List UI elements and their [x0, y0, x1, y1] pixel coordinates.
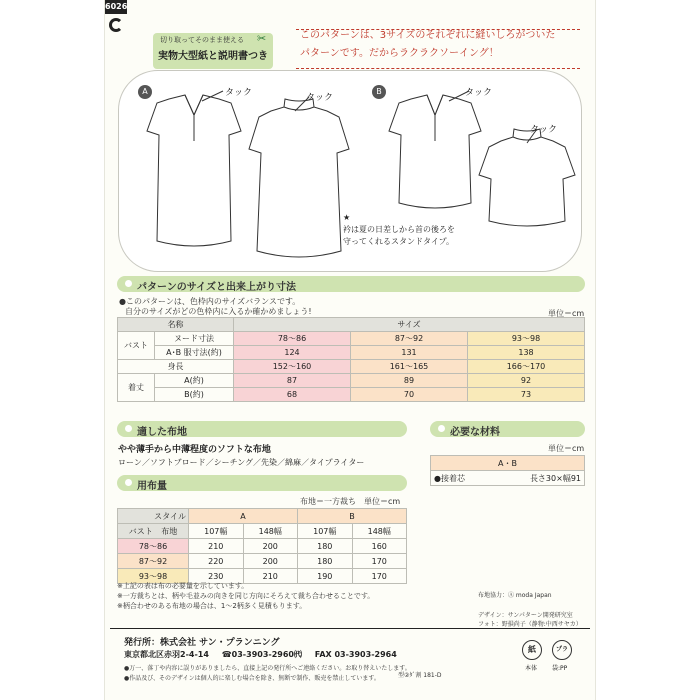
badge-title: 実物大型紙と説明書つき	[158, 51, 268, 62]
height-1: 152～160	[234, 360, 351, 374]
materials-table	[430, 455, 585, 486]
plastic-recycle-icon: プラ	[552, 640, 572, 660]
width-a-148: 148幅	[243, 524, 298, 539]
materials-header: A・B	[431, 456, 585, 471]
headline-line-1: このパターンは、3サイズのそれぞれに縫いしろがついた	[300, 30, 556, 41]
height-label: 身長	[118, 360, 234, 374]
header-name: 名称	[118, 318, 234, 332]
plastic-recycle-caption: 袋:PP	[552, 665, 568, 672]
yardage-bust-label: バスト	[128, 526, 153, 536]
tuck-callout-b-back: タック	[530, 125, 558, 135]
yardage-note-3: ※柄合わせのある布地の場合は、1～2柄多く見積もります。	[117, 602, 307, 610]
nude-size-3: 93～98	[468, 332, 585, 346]
size-note-1: ●このパターンは、色枠内のサイズバランスです。	[119, 297, 301, 306]
publisher-address	[124, 649, 397, 660]
yardage-row-1-a107: 210	[189, 539, 244, 554]
header-size: サイズ	[234, 318, 585, 332]
design-credit: デザイン：サンパターン開発研究室	[478, 612, 573, 619]
width-b-148: 148幅	[352, 524, 407, 539]
materials-section-bullet	[438, 425, 445, 432]
yardage-row-2-b148: 170	[352, 554, 407, 569]
finished-label: A･B 服寸法(約)	[155, 346, 234, 360]
length-a-2: 89	[351, 374, 468, 388]
product-code: 型②ﾀﾞ割 181-D	[398, 672, 442, 679]
yardage-row-3-a107: 230	[189, 569, 244, 584]
length-label: 着丈	[118, 374, 155, 402]
nude-label: ヌード寸法	[155, 332, 234, 346]
height-2: 161～165	[351, 360, 468, 374]
length-a-label: A(約)	[155, 374, 234, 388]
yardage-style-a: A	[189, 509, 298, 524]
yardage-fabric-label: 布地	[161, 526, 178, 536]
fax: FAX 03-3903-2964	[314, 650, 397, 659]
disclaimer-1: ●万一、落丁や内容に誤りがありましたら、直接上記の発行所へご連絡ください。お取り替えいたします。	[124, 665, 411, 672]
yardage-row-3-b148: 170	[352, 569, 407, 584]
length-b-3: 73	[468, 388, 585, 402]
length-a-3: 92	[468, 374, 585, 388]
yardage-style-b: B	[298, 509, 407, 524]
nude-size-1: 78～86	[234, 332, 351, 346]
scissors-icon: ✂	[257, 32, 267, 45]
size-section-title: パターンのサイズと出来上がり寸法	[137, 282, 296, 293]
length-b-label: B(約)	[155, 388, 234, 402]
fabric-section-title: 適した布地	[137, 427, 187, 438]
size-unit: 単位＝cm	[548, 309, 585, 318]
materials-unit: 単位＝cm	[548, 444, 585, 453]
headline-line-2: パターンです。だからラクラクソーイング！	[300, 48, 499, 59]
collar-note	[343, 212, 455, 248]
yardage-row-3-b107: 190	[298, 569, 353, 584]
yardage-row-1-b107: 180	[298, 539, 353, 554]
collar-note-line-1: ★ 衿は夏の日差しから首の後ろを	[343, 213, 455, 234]
materials-item-value: 長さ30×幅91	[491, 471, 584, 486]
tuck-callout-b-front: タック	[465, 88, 493, 98]
badge-subtitle: 切り取ってそのまま使える	[160, 36, 244, 44]
yardage-row-1-a148: 200	[243, 539, 298, 554]
tuck-callout-a-front: タック	[225, 88, 253, 98]
yardage-section-title: 用布量	[137, 481, 167, 492]
size-table	[117, 317, 585, 402]
bust-label: バスト	[118, 332, 155, 360]
length-b-2: 70	[351, 388, 468, 402]
length-b-1: 68	[234, 388, 351, 402]
size-note-2: 自分のサイズがどの色枠内に入るか確かめましょう!	[125, 307, 312, 316]
publisher-logo-icon	[109, 18, 123, 32]
length-a-1: 87	[234, 374, 351, 388]
finished-size-1: 124	[234, 346, 351, 360]
yardage-row-1-b148: 160	[352, 539, 407, 554]
yardage-note-2: ※一方裁ちとは、柄や毛並みの向きを同じ方向にそろえて裁ち合わせることです。	[117, 592, 375, 600]
yardage-row-2-bust: 87～92	[118, 554, 189, 569]
height-3: 166～170	[468, 360, 585, 374]
footer-divider	[110, 628, 590, 629]
yardage-note: 布地＝一方裁ち 単位＝cm	[300, 497, 401, 506]
finished-size-2: 131	[351, 346, 468, 360]
collar-note-line-2: 守ってくれるスタンドタイプ。	[343, 237, 454, 246]
fabric-subtitle: やや薄手から中薄程度のソフトな布地	[118, 445, 271, 455]
yardage-section-bullet	[125, 479, 132, 486]
yardage-row-3-a148: 210	[243, 569, 298, 584]
yardage-note-1: ※上記の表は布の必要量を示しています。	[117, 582, 249, 590]
yardage-notes	[117, 581, 374, 611]
tel: ☎03-3903-2960㈹	[221, 650, 302, 659]
style-a-label: A	[138, 85, 152, 99]
size-section-bullet	[125, 280, 132, 287]
yardage-row-3-bust: 93～98	[118, 569, 189, 584]
paper-recycle-caption: 本体	[525, 665, 538, 672]
fabric-credit: 布地協力：Ⓐ moda Japan	[478, 592, 552, 599]
materials-section-title: 必要な材料	[450, 427, 500, 438]
photo-credit: フォト：野損尚子（静物:中西サヤカ）	[478, 621, 582, 628]
yardage-row-1-bust: 78～86	[118, 539, 189, 554]
yardage-table	[117, 508, 407, 584]
fabric-list: ローン／ソフトブロード／シーチング／先染／綿麻／タイプライター	[118, 458, 365, 467]
width-b-107: 107幅	[298, 524, 353, 539]
style-label: スタイル	[118, 509, 189, 524]
yardage-corner	[118, 524, 189, 539]
fabric-section-bullet	[125, 425, 132, 432]
style-b-label: B	[372, 85, 386, 99]
headline	[300, 27, 555, 63]
finished-size-3: 138	[468, 346, 585, 360]
yardage-row-2-a148: 200	[243, 554, 298, 569]
pattern-number: 6026	[105, 0, 127, 14]
pattern-number-block	[105, 0, 135, 40]
paper-recycle-icon: 紙	[522, 640, 542, 660]
tuck-callout-a-back: タック	[306, 93, 334, 103]
materials-item-label: ●接着芯	[431, 471, 492, 486]
nude-size-2: 87～92	[351, 332, 468, 346]
yardage-row-2-a107: 220	[189, 554, 244, 569]
yardage-row-2-b107: 180	[298, 554, 353, 569]
publisher: 発行所：株式会社 サン・プランニング	[124, 638, 280, 648]
width-a-107: 107幅	[189, 524, 244, 539]
disclaimer-2: ●作品及び、そのデザインは個人的に楽しむ場合を除き、無断で制作、販売を禁止しています。	[124, 675, 380, 682]
address: 東京都北区赤羽2-4-14	[124, 650, 209, 659]
